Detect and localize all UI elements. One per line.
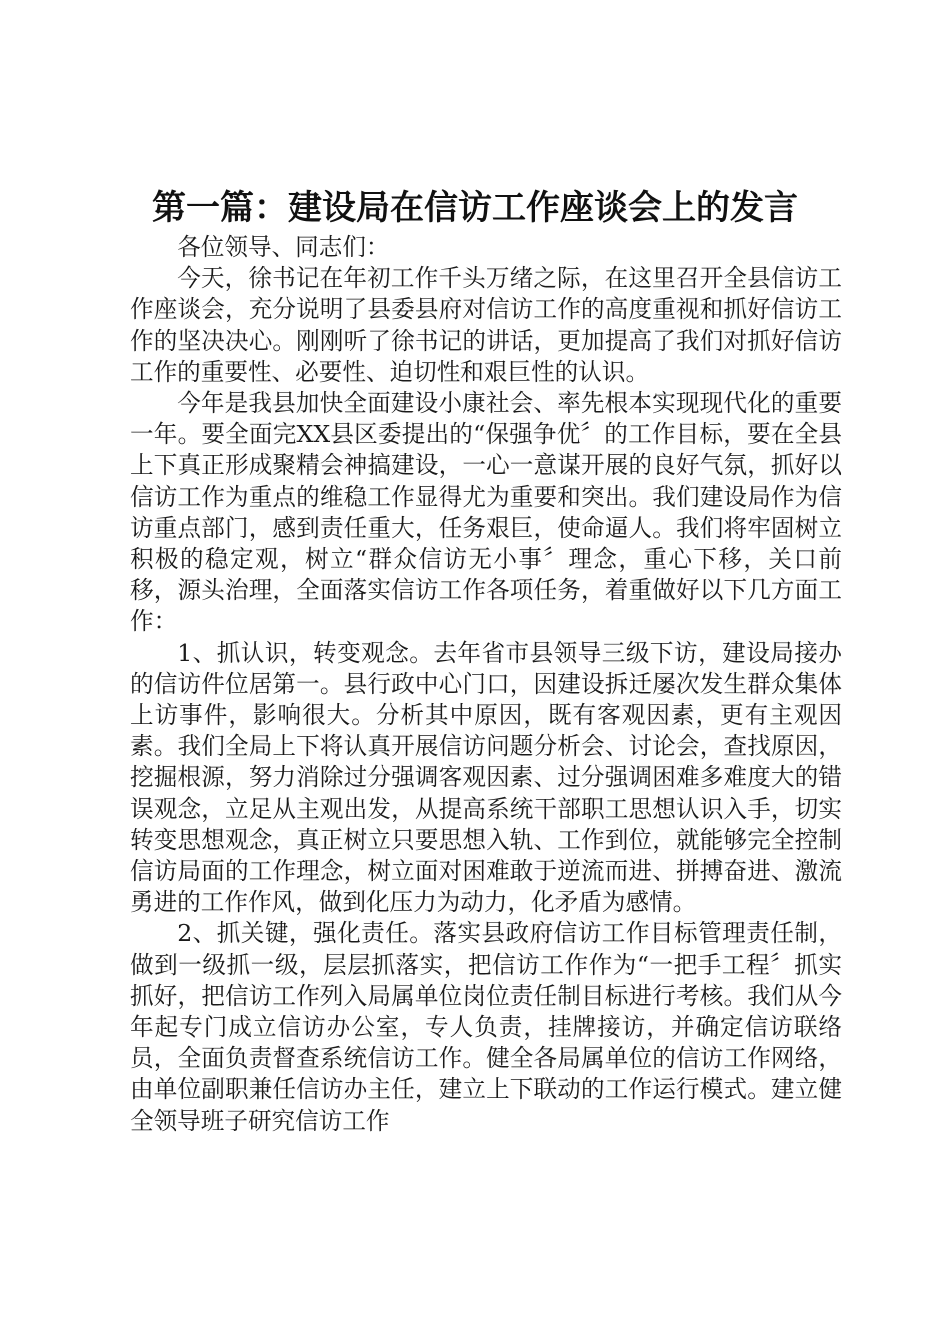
document-body <box>130 232 842 1137</box>
document-title: 第一篇：建设局在信访工作座谈会上的发言 <box>152 188 798 228</box>
paragraph-3: 1、抓认识，转变观念。去年省市县领导三级下访，建设局接办的信访件位居第一。县行政中心门口，因建设拆迁屡次发生群众集体上访事件，影响很大。分析其中原因，既有客观因素，更有主观因素。我们全局上下将认真开展信访问题分析会、讨论会，查找原因，挖掘根源，努力消除过分强调客观因素、过分强调困难多难度大的错误观念，立足从主观出发，从提高系统干部职工思想认识入手，切实转变思想观念，真正树立只要思想入轨、工作到位，就能够完全控制信访局面的工作理念，树立面对困难敢于逆流而进、拼搏奋进、激流勇进的工作作风，做到化压力为动力，化矛盾为感情。 <box>130 638 842 917</box>
salutation: 各位领导、同志们： <box>177 233 390 261</box>
paragraph-2: 今年是我县加快全面建设小康社会、率先根本实现现代化的重要一年。要全面完XX县区委提出的“保强争优〞的工作目标，要在全县上下真正形成聚精会神搞建设，一心一意谋开展的良好气氛，抓好以信访工作为重点的维稳工作显得尤为重要和突出。我们建设局作为信访重点部门，感到责任重大，任务艰巨，使命逼人。我们将牢固树立积极的稳定观，树立“群众信访无小事〞理念，重心下移，关口前移，源头治理，全面落实信访工作各项任务，着重做好以下几方面工作： <box>130 389 842 636</box>
paragraph-4: 2、抓关键，强化责任。落实县政府信访工作目标管理责任制，做到一级抓一级，层层抓落实，把信访工作作为“一把手工程〞抓实抓好，把信访工作列入局属单位岗位责任制目标进行考核。我们从今年起专门成立信访办公室，专人负责，挂牌接访，并确定信访联络员，全面负责督查系统信访工作。健全各局属单位的信访工作网络，由单位副职兼任信访办主任，建立上下联动的工作运行模式。建立健全领导班子研究信访工作 <box>130 919 842 1135</box>
paragraph-1: 今天，徐书记在年初工作千头万绪之际，在这里召开全县信访工作座谈会，充分说明了县委县府对信访工作的高度重视和抓好信访工作的坚决决心。刚刚听了徐书记的讲话，更加提高了我们对抓好信访工作的重要性、必要性、迫切性和艰巨性的认识。 <box>130 264 842 386</box>
